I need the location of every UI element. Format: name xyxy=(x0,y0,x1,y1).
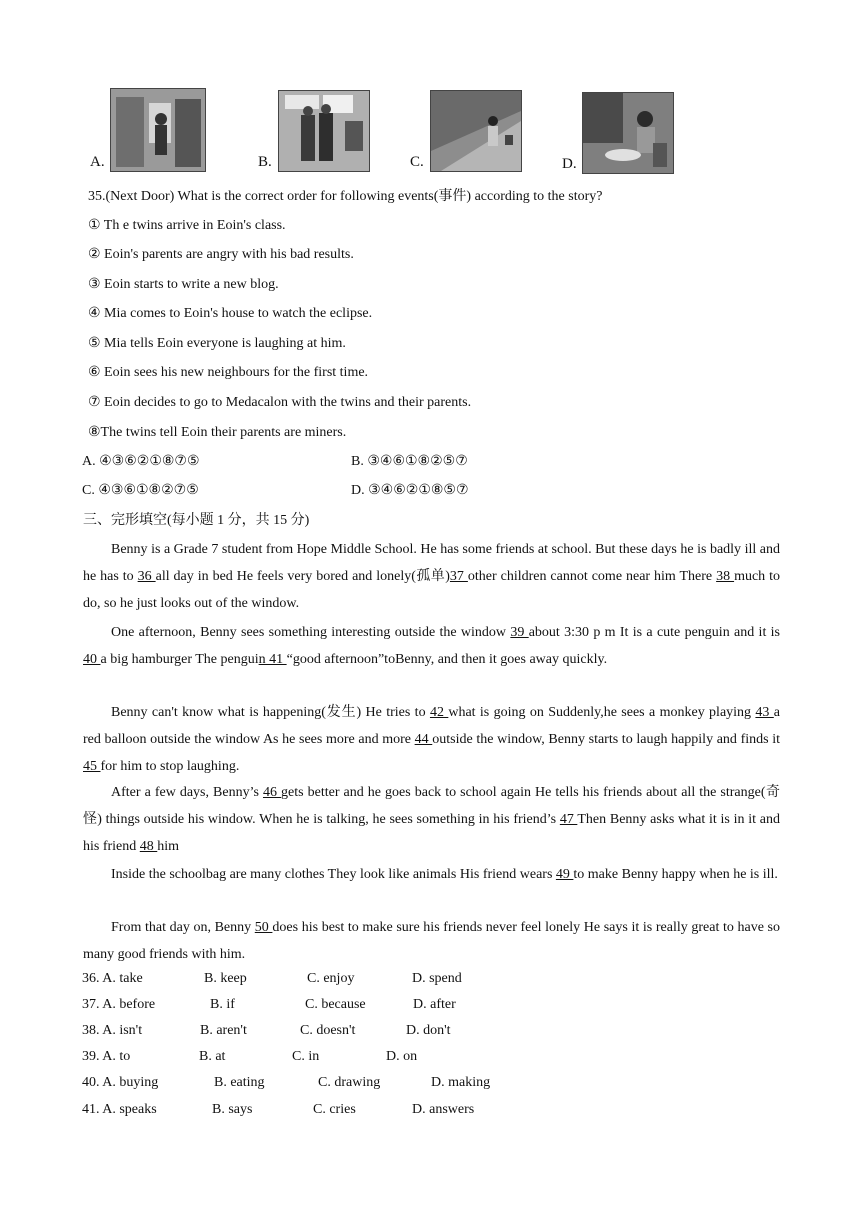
q38-option-b: B. aren't xyxy=(200,1023,247,1038)
blank-43: 43 xyxy=(755,705,774,720)
passage-paragraph-5 xyxy=(83,861,780,888)
passage-paragraph-3 xyxy=(83,699,780,780)
text: about 3:30 p m It is a cute penguin and it is xyxy=(528,625,780,640)
blank-42: 42 xyxy=(429,705,449,720)
text: From that day on, Benny xyxy=(111,920,255,935)
text: Benny is a Grade 7 student from Hope Middle School. He has some friends at school. But these days he is badly ill and he has to xyxy=(83,542,780,584)
text: other children cannot come near him There xyxy=(467,569,717,584)
q40-option-a: 40. A. buying xyxy=(82,1075,159,1090)
text: much to do, so he just looks out of the window. xyxy=(83,569,781,611)
q35-event: ⑧The twins tell Eoin their parents are miners. xyxy=(88,425,347,440)
picture-b xyxy=(278,90,370,172)
picture-d-label: D. xyxy=(562,156,577,172)
q39-option-d: D. on xyxy=(386,1049,418,1064)
q35-choice-a: A. ④③⑥②①⑧⑦⑤ xyxy=(82,454,200,469)
q39-option-b: B. at xyxy=(199,1049,226,1064)
text: Inside the schoolbag are many clothes They look like animals His friend wears xyxy=(111,867,556,882)
picture-a-illustration xyxy=(111,89,205,171)
q41-option-c: C. cries xyxy=(313,1102,356,1117)
blank-45: 45 xyxy=(83,759,101,774)
blank-36: 36 xyxy=(137,569,156,584)
blank-37: 37 xyxy=(449,569,468,584)
blank-41: n 41 xyxy=(258,652,287,667)
q38-option-a: 38. A. isn't xyxy=(82,1023,143,1038)
q35-stem: 35.(Next Door) What is the correct order for following events(事件) according to the story? xyxy=(88,189,603,204)
q37-option-d: D. after xyxy=(413,997,456,1012)
picture-d xyxy=(582,92,674,174)
picture-b-label: B. xyxy=(258,154,272,170)
blank-38: 38 xyxy=(716,569,735,584)
text: what is going on Suddenly,he sees a monkey playing xyxy=(448,705,756,720)
blank-50: 50 xyxy=(254,920,273,935)
blank-47: 47 xyxy=(559,812,578,827)
q40-option-d: D. making xyxy=(431,1075,491,1090)
blank-46: 46 xyxy=(262,785,282,800)
picture-b-illustration xyxy=(279,91,369,171)
text: “good afternoon”toBenny, and then it goes away quickly. xyxy=(286,652,608,667)
blank-44: 44 xyxy=(414,732,433,747)
q35-event: ① Th e twins arrive in Eoin's class. xyxy=(88,218,286,233)
q35-event: ④ Mia comes to Eoin's house to watch the eclipse. xyxy=(88,306,373,321)
picture-c-label: C. xyxy=(410,154,424,170)
text: outside the window, Benny starts to laugh happily and finds it xyxy=(432,732,780,747)
passage-paragraph-2 xyxy=(83,619,780,673)
text: a red balloon outside the window As he sees more and more xyxy=(83,705,781,747)
passage-paragraph-1 xyxy=(83,536,780,617)
q41-option-b: B. says xyxy=(212,1102,253,1117)
q35-event: ⑥ Eoin sees his new neighbours for the first time. xyxy=(88,365,369,380)
text: all day in bed He feels very bored and lonely(孤单) xyxy=(155,569,450,584)
text: One afternoon, Benny sees something interesting outside the window xyxy=(111,625,511,640)
q37-option-a: 37. A. before xyxy=(82,997,156,1012)
q35-choice-c: C. ④③⑥①⑧②⑦⑤ xyxy=(82,483,199,498)
text: gets better and he goes back to school again He tells his friends about all the strange(奇怪) things outside his window. When he is talking, he sees something in his friend’s xyxy=(83,785,781,827)
blank-40: 40 xyxy=(83,652,101,667)
q37-option-c: C. because xyxy=(305,997,366,1012)
picture-c xyxy=(430,90,522,172)
blank-48: 48 xyxy=(139,839,158,854)
q41-option-d: D. answers xyxy=(412,1102,475,1117)
q35-event: ⑦ Eoin decides to go to Medacalon with the twins and their parents. xyxy=(88,395,472,410)
q39-option-a: 39. A. to xyxy=(82,1049,131,1064)
q40-option-b: B. eating xyxy=(214,1075,265,1090)
text: does his best to make sure his friends never feel lonely He says it is really great to have so many good friends with him. xyxy=(83,920,781,962)
text: to make Benny happy when he is ill. xyxy=(573,867,778,882)
q35-choice-b: B. ③④⑥①⑧②⑤⑦ xyxy=(351,454,468,469)
q41-option-a: 41. A. speaks xyxy=(82,1102,157,1117)
q38-option-d: D. don't xyxy=(406,1023,451,1038)
q36-option-d: D. spend xyxy=(412,971,462,986)
q40-option-c: C. drawing xyxy=(318,1075,381,1090)
picture-d-illustration xyxy=(583,93,673,173)
text: Then Benny asks what it is in it and his friend xyxy=(83,812,780,854)
q36-option-b: B. keep xyxy=(204,971,247,986)
blank-39: 39 xyxy=(510,625,529,640)
picture-a-label: A. xyxy=(90,154,105,170)
passage-paragraph-4 xyxy=(83,779,780,860)
q38-option-c: C. doesn't xyxy=(300,1023,356,1038)
q35-event: ② Eoin's parents are angry with his bad results. xyxy=(88,247,354,262)
passage-paragraph-6 xyxy=(83,914,780,968)
q35-choice-d: D. ③④⑥②①⑧⑤⑦ xyxy=(351,483,469,498)
picture-options xyxy=(88,80,688,175)
q39-option-c: C. in xyxy=(292,1049,320,1064)
text: him xyxy=(157,839,180,854)
blank-49: 49 xyxy=(555,867,574,882)
section3-heading: 三、完形填空(每小题 1 分，共 15 分) xyxy=(83,513,310,528)
q36-option-c: C. enjoy xyxy=(307,971,355,986)
picture-a xyxy=(110,88,206,172)
q37-option-b: B. if xyxy=(210,997,235,1012)
picture-c-illustration xyxy=(431,91,521,171)
q36-option-a: 36. A. take xyxy=(82,971,143,986)
q35-event: ③ Eoin starts to write a new blog. xyxy=(88,277,279,292)
q35-event: ⑤ Mia tells Eoin everyone is laughing at him. xyxy=(88,336,346,351)
text: After a few days, Benny’s xyxy=(111,785,263,800)
text: a big hamburger The pengui xyxy=(100,652,259,667)
text: Benny can't know what is happening(发生) He tries to xyxy=(111,705,430,720)
text: for him to stop laughing. xyxy=(100,759,240,774)
